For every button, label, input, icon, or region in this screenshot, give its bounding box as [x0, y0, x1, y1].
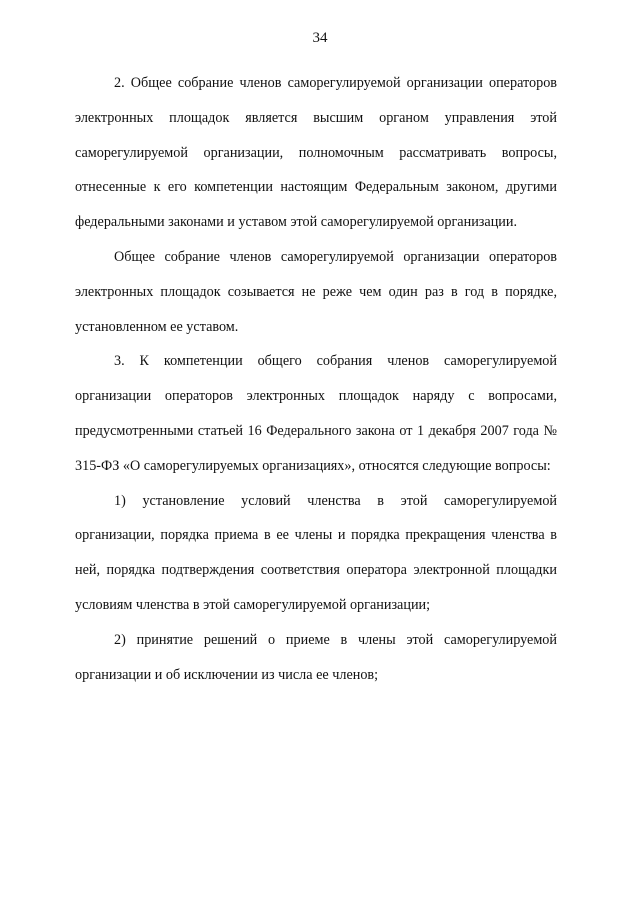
list-item-2-admission-decisions: 2) принятие решений о приеме в члены этой саморегулируемой организации и об исключении из числа ее членов;: [75, 631, 557, 683]
paragraph-2-general-meeting: 2. Общее собрание членов саморегулируемой организации операторов электронных площадок является высшим органом управления этой саморегулируемой организации, полномочным рассматривать вопросы, отнесенные к его компетенции настоящим Федеральным законом, другими федеральными законами и уставом этой саморегулируемой организации.: [75, 75, 557, 231]
paragraph-meeting-frequency: Общее собрание членов саморегулируемой организации операторов электронных площадок созывается не реже чем один раз в год в порядке, установленном ее уставом.: [75, 248, 557, 335]
page-number: 34: [312, 30, 328, 46]
document-body: [75, 66, 557, 692]
paragraph-3-competence: 3. К компетенции общего собрания членов саморегулируемой организации операторов электронных площадок наряду с вопросами, предусмотренными статьей 16 Федерального закона от 1 декабря 2007 года № 315-ФЗ «О саморегулируемых организациях», относятся следующие вопросы:: [75, 353, 557, 474]
list-item-1-membership-conditions: 1) установление условий членства в этой саморегулируемой организации, порядка приема в ее члены и порядка прекращения членства в ней, порядка подтверждения соответствия оператора электронной площадки условиям членства в этой саморегулируемой организации;: [75, 492, 557, 613]
